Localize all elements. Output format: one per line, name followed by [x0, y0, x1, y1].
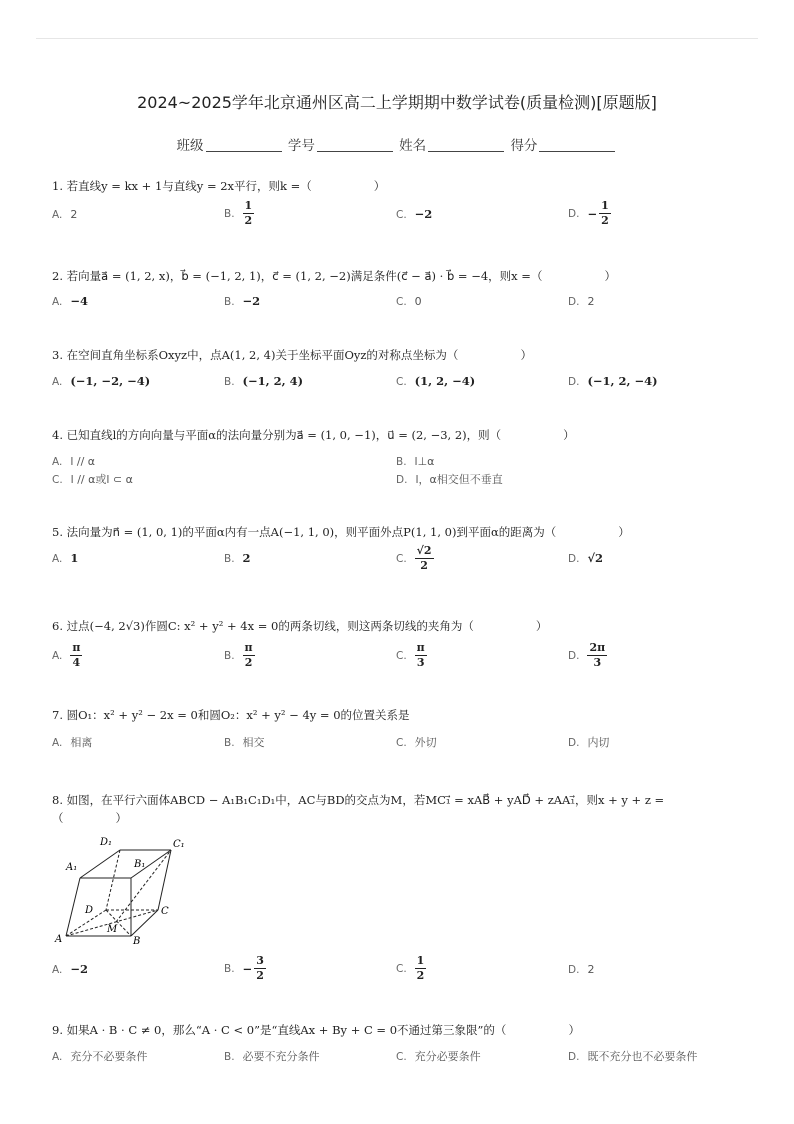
fraction: $\frac{2\pi}{3}$ [589, 641, 606, 669]
option-8c[interactable]: C. $\frac{1}{2}$ [396, 954, 425, 982]
answer-paren: ） [568, 1023, 580, 1037]
answer-paren: ） [535, 619, 548, 633]
option-7d[interactable]: D. 内切 [568, 736, 610, 749]
label-c: C [161, 906, 169, 917]
option-6d[interactable]: D. $\frac{2\pi}{3}$ [568, 641, 606, 669]
option-7c[interactable]: C. 外切 [396, 736, 437, 749]
question-8: 8. 如图，在平行六面体ABCD − A₁B₁C₁D₁中，AC与BD的交点为M，若MC₁⃗ = xAB⃗ + yAD⃗ + zAA₁⃗，则x + y + z = （ ） [52, 792, 752, 826]
option-2c[interactable]: C. 0 [396, 295, 422, 308]
name-label: 姓名 [399, 138, 427, 154]
option-4a[interactable]: A. l // α [52, 455, 96, 468]
answer-paren: ） [115, 811, 127, 825]
edge [66, 878, 80, 936]
fraction: $\frac{1}{2}$ [416, 954, 425, 982]
question-stem: 2. 若向量a⃗ = (1, 2, x)，b⃗ = (−1, 2, 1)，c⃗ = (1, 2, −2)满足条件(c⃗ − a⃗) · b⃗ = −4，则x =（ [52, 269, 543, 283]
question-9 [52, 1022, 752, 1038]
label-d: D [85, 905, 94, 916]
option-5b[interactable]: B. 2 [224, 551, 251, 565]
question-3 [52, 347, 752, 363]
option-6b[interactable]: B. $\frac{\pi}{2}$ [224, 641, 253, 669]
fraction: $\frac{√2}{2}$ [416, 544, 432, 572]
option-6a[interactable]: A. $\frac{\pi}{4}$ [52, 641, 81, 669]
label-a1: A₁ [66, 862, 78, 873]
class-blank[interactable] [206, 138, 282, 152]
option-3a[interactable]: A. (−1, −2, −4) [52, 374, 151, 388]
option-2a[interactable]: A. −4 [52, 294, 88, 308]
option-3c[interactable]: C. (1, 2, −4) [396, 374, 476, 388]
question-stem: 7. 圆O₁：x² + y² − 2x = 0和圆O₂：x² + y² − 4y = 0的位置关系是 [52, 708, 410, 722]
question-5 [52, 524, 752, 540]
option-4d[interactable]: D. l，α相交但不垂直 [396, 473, 503, 486]
page-title: 2024~2025学年北京通州区高二上学期期中数学试卷(质量检测)[原题版] [137, 93, 657, 112]
option-1a[interactable]: A. 2 [52, 208, 78, 221]
option-4b[interactable]: B. l⊥α [396, 455, 435, 468]
class-label: 班级 [176, 138, 204, 154]
header-divider [36, 38, 758, 39]
option-6c[interactable]: C. $\frac{\pi}{3}$ [396, 641, 425, 669]
fraction: $\frac{\pi}{3}$ [416, 641, 425, 669]
question-6 [52, 618, 752, 634]
label-d1: D₁ [100, 837, 113, 848]
option-5d[interactable]: D. √2 [568, 551, 603, 565]
option-3d[interactable]: D. (−1, 2, −4) [568, 374, 658, 388]
score-blank[interactable] [539, 138, 615, 152]
option-4c[interactable]: C. l // α或l ⊂ α [52, 473, 133, 486]
student-info-row [0, 134, 794, 154]
answer-paren: ） [520, 348, 532, 362]
option-7b[interactable]: B. 相交 [224, 736, 265, 749]
edge [158, 850, 171, 910]
question-stem: 4. 已知直线l的方向向量与平面α的法向量分别为a⃗ = (1, 0, −1)，u⃗ = (2, −3, 2)，则（ [52, 428, 502, 442]
option-8d[interactable]: D. 2 [568, 963, 595, 976]
fraction: $\frac{\pi}{2}$ [244, 641, 253, 669]
option-8a[interactable]: A. −2 [52, 962, 88, 976]
question-stem: 6. 过点(−4, 2√3)作圆C: x² + y² + 4x = 0的两条切线，则这两条切线的夹角为（ [52, 619, 474, 633]
fraction: $\frac{1}{2}$ [244, 199, 253, 227]
fraction: $\frac{1}{2}$ [601, 199, 609, 227]
answer-paren: ） [618, 525, 630, 539]
student-id-blank[interactable] [317, 138, 393, 152]
fraction: $\frac{3}{2}$ [256, 954, 264, 982]
name-blank[interactable] [428, 138, 504, 152]
option-9a[interactable]: A. 充分不必要条件 [52, 1050, 148, 1063]
option-1c[interactable]: C. −2 [396, 207, 433, 221]
question-stem: 9. 如果A · B · C ≠ 0，那么“A · C < 0”是“直线Ax + By + C = 0不通过第三象限”的（ [52, 1023, 507, 1037]
option-2d[interactable]: D. 2 [568, 295, 595, 308]
label-m: M [107, 924, 118, 935]
option-5a[interactable]: A. 1 [52, 551, 79, 565]
question-stem: 1. 若直线y = kx + 1与直线y = 2x平行，则k =（ [52, 179, 312, 193]
option-9d[interactable]: D. 既不充分也不必要条件 [568, 1050, 698, 1063]
hidden-edge [106, 850, 120, 910]
option-5c[interactable]: C. $\frac{√2}{2}$ [396, 544, 432, 572]
option-1d[interactable]: D. − $\frac{1}{2}$ [568, 199, 609, 227]
question-stem: 3. 在空间直角坐标系Oxyz中，点A(1, 2, 4)关于坐标平面Oyz的对称点坐标为（ [52, 348, 459, 362]
answer-paren: ） [563, 428, 575, 442]
option-9b[interactable]: B. 必要不充分条件 [224, 1050, 320, 1063]
answer-paren: ） [604, 269, 616, 283]
question-1 [52, 178, 752, 194]
option-2b[interactable]: B. −2 [224, 294, 261, 308]
answer-paren: ） [373, 179, 386, 193]
question-2 [52, 268, 752, 284]
score-label: 得分 [510, 138, 538, 154]
edge [80, 850, 120, 878]
question-stem: 8. 如图，在平行六面体ABCD − A₁B₁C₁D₁中，AC与BD的交点为M，若MC₁⃗ = xAB⃗ + yAD⃗ + zAA₁⃗，则x + y + z = [52, 793, 665, 807]
option-9c[interactable]: C. 充分必要条件 [396, 1050, 481, 1063]
fraction: $\frac{\pi}{4}$ [72, 641, 81, 669]
label-b1: B₁ [134, 859, 146, 870]
option-3b[interactable]: B. (−1, 2, 4) [224, 374, 304, 388]
label-b: B [133, 936, 141, 947]
question-7 [52, 707, 752, 723]
label-a: A [55, 934, 63, 945]
option-1b[interactable]: B. $\frac{1}{2}$ [224, 199, 253, 227]
label-c1: C₁ [173, 839, 185, 850]
parallelepiped-figure [50, 832, 200, 948]
option-7a[interactable]: A. 相离 [52, 736, 93, 749]
student-id-label: 学号 [287, 138, 315, 154]
question-4 [52, 427, 752, 443]
option-8b[interactable]: B. − $\frac{3}{2}$ [224, 954, 264, 982]
question-stem: 5. 法向量为n⃗ = (1, 0, 1)的平面α内有一点A(−1, 1, 0)，则平面外点P(1, 1, 0)到平面α的距离为（ [52, 525, 557, 539]
